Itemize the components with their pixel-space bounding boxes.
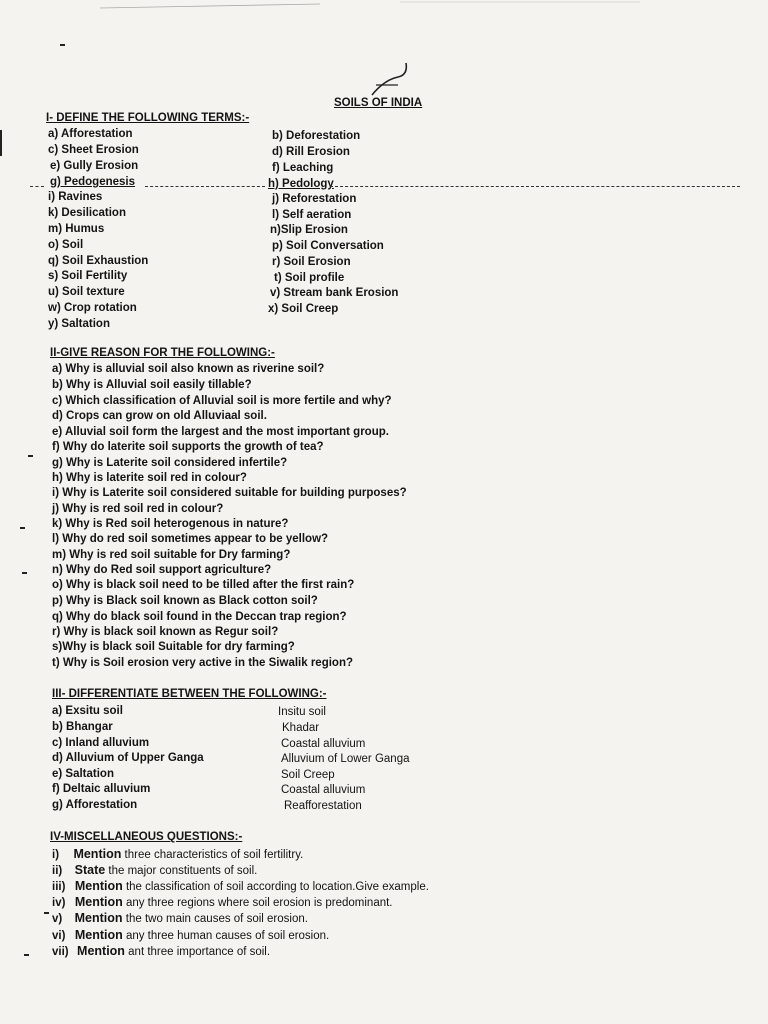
question-lead: Mention	[77, 944, 125, 958]
misc-question	[52, 879, 429, 894]
misc-question	[52, 863, 257, 878]
margin-mark	[22, 572, 27, 574]
term-item: d) Rill Erosion	[272, 146, 350, 158]
term-item: q) Soil Exhaustion	[48, 255, 149, 267]
compare-item: Soil Creep	[281, 769, 335, 781]
misc-question	[52, 928, 329, 943]
term-item: p) Soil Conversation	[272, 240, 384, 252]
question-text: three characteristics of soil fertilitry.	[121, 849, 304, 861]
question-item: g) Why is Laterite soil considered infertile?	[52, 457, 288, 469]
term-item: o) Soil	[48, 239, 84, 251]
compare-item: b) Bhangar	[52, 721, 113, 733]
misc-question	[52, 847, 303, 862]
question-number: vii)	[52, 946, 69, 958]
term-item: i) Ravines	[48, 191, 103, 203]
term-item: u) Soil texture	[48, 286, 125, 298]
term-item: e) Gully Erosion	[50, 160, 139, 172]
margin-mark	[20, 527, 25, 529]
question-text: any three human causes of soil erosion.	[122, 930, 330, 942]
margin-mark	[28, 455, 33, 457]
compare-item: a) Exsitu soil	[52, 705, 123, 717]
question-item: t) Why is Soil erosion very active in the Siwalik region?	[52, 657, 353, 669]
section-3-heading: III- DIFFERENTIATE BETWEEN THE FOLLOWING:-	[52, 688, 327, 700]
term-item: x) Soil Creep	[268, 303, 339, 315]
question-item: q) Why do black soil found in the Deccan trap region?	[52, 611, 347, 623]
margin-bracket	[0, 130, 2, 156]
misc-question	[52, 895, 393, 910]
compare-item: Coastal alluvium	[281, 738, 366, 750]
section-1-heading: I- DEFINE THE FOLLOWING TERMS:-	[46, 112, 250, 124]
dashed-rule	[30, 186, 44, 187]
question-item: f) Why do laterite soil supports the growth of tea?	[52, 441, 324, 453]
term-item: m) Humus	[48, 223, 105, 235]
compare-item: Alluvium of Lower Ganga	[281, 753, 410, 765]
check-mark-icon	[366, 55, 416, 100]
question-number: vi)	[52, 930, 66, 942]
question-item: h) Why is laterite soil red in colour?	[52, 472, 247, 484]
compare-item: d) Alluvium of Upper Ganga	[52, 752, 204, 764]
question-item: o) Why is black soil need to be tilled after the first rain?	[52, 579, 355, 591]
term-item: j) Reforestation	[272, 193, 357, 205]
question-text: the two main causes of soil erosion.	[122, 913, 308, 925]
term-item: f) Leaching	[272, 162, 334, 174]
question-lead: Mention	[74, 911, 123, 925]
dashed-rule	[330, 186, 740, 187]
question-lead: Mention	[74, 928, 123, 942]
compare-item: Reafforestation	[284, 800, 362, 812]
term-item: t) Soil profile	[274, 272, 345, 284]
term-item: c) Sheet Erosion	[48, 144, 139, 156]
question-text: any three regions where soil erosion is predominant.	[122, 897, 393, 909]
question-lead: Mention	[73, 847, 122, 861]
misc-question	[52, 944, 270, 959]
question-lead: State	[74, 863, 106, 877]
question-number: iv)	[52, 897, 66, 909]
term-item: b) Deforestation	[272, 130, 361, 142]
question-item: b) Why is Alluvial soil easily tillable?	[52, 379, 252, 391]
question-text: the major constituents of soil.	[105, 865, 258, 877]
term-item: l) Self aeration	[272, 209, 352, 221]
question-item: p) Why is Black soil known as Black cotton soil?	[52, 595, 318, 607]
term-item: r) Soil Erosion	[272, 256, 351, 268]
term-item: w) Crop rotation	[48, 302, 137, 314]
question-item: a) Why is alluvial soil also known as riverine soil?	[52, 363, 325, 375]
term-item: s) Soil Fertility	[48, 270, 128, 282]
term-item: y) Saltation	[48, 318, 110, 330]
question-item: e) Alluvial soil form the largest and the most important group.	[52, 426, 389, 438]
term-item: n)Slip Erosion	[270, 224, 348, 236]
term-item: h) Pedology	[268, 178, 334, 190]
section-4-heading: IV-MISCELLANEOUS QUESTIONS:-	[50, 831, 243, 843]
question-number: v)	[52, 913, 63, 925]
question-item: l) Why do red soil sometimes appear to be yellow?	[52, 533, 329, 545]
question-item: r) Why is black soil known as Regur soil?	[52, 626, 279, 638]
term-item: v) Stream bank Erosion	[270, 287, 399, 299]
term-item: a) Afforestation	[48, 128, 133, 140]
question-item: d) Crops can grow on old Alluviaal soil.	[52, 410, 267, 422]
question-text: ant three importance of soil.	[124, 946, 271, 958]
page-title: SOILS OF INDIA	[334, 97, 423, 109]
margin-mark	[24, 954, 29, 956]
question-item: m) Why is red soil suitable for Dry farming?	[52, 549, 291, 561]
question-item: c) Which classification of Alluvial soil is more fertile and why?	[52, 395, 392, 407]
compare-item: e) Saltation	[52, 768, 114, 780]
compare-item: g) Afforestation	[52, 799, 138, 811]
section-2-heading: II-GIVE REASON FOR THE FOLLOWING:-	[50, 347, 275, 359]
top-edge-marks	[100, 0, 640, 10]
term-item: g) Pedogenesis	[50, 176, 135, 188]
question-item: j) Why is red soil red in colour?	[52, 503, 224, 515]
compare-item: Coastal alluvium	[281, 784, 366, 796]
dashed-rule	[145, 186, 265, 187]
compare-item: f) Deltaic alluvium	[52, 783, 151, 795]
misc-question	[52, 911, 308, 926]
question-item: s)Why is black soil Suitable for dry farming?	[52, 641, 295, 653]
compare-item: Khadar	[282, 722, 320, 734]
compare-item: c) Inland alluvium	[52, 737, 150, 749]
margin-mark	[44, 912, 49, 914]
question-lead: Mention	[74, 895, 123, 909]
term-item: k) Desilication	[48, 207, 126, 219]
question-item: i) Why is Laterite soil considered suitable for building purposes?	[52, 487, 407, 499]
question-number: i)	[52, 849, 60, 861]
question-item: k) Why is Red soil heterogenous in nature?	[52, 518, 289, 530]
question-text: the classification of soil according to location.Give example.	[122, 881, 429, 893]
question-number: iii)	[52, 881, 66, 893]
compare-item: Insitu soil	[278, 706, 326, 718]
question-lead: Mention	[74, 879, 123, 893]
margin-mark	[60, 44, 65, 46]
question-item: n) Why do Red soil support agriculture?	[52, 564, 272, 576]
question-number: ii)	[52, 865, 63, 877]
